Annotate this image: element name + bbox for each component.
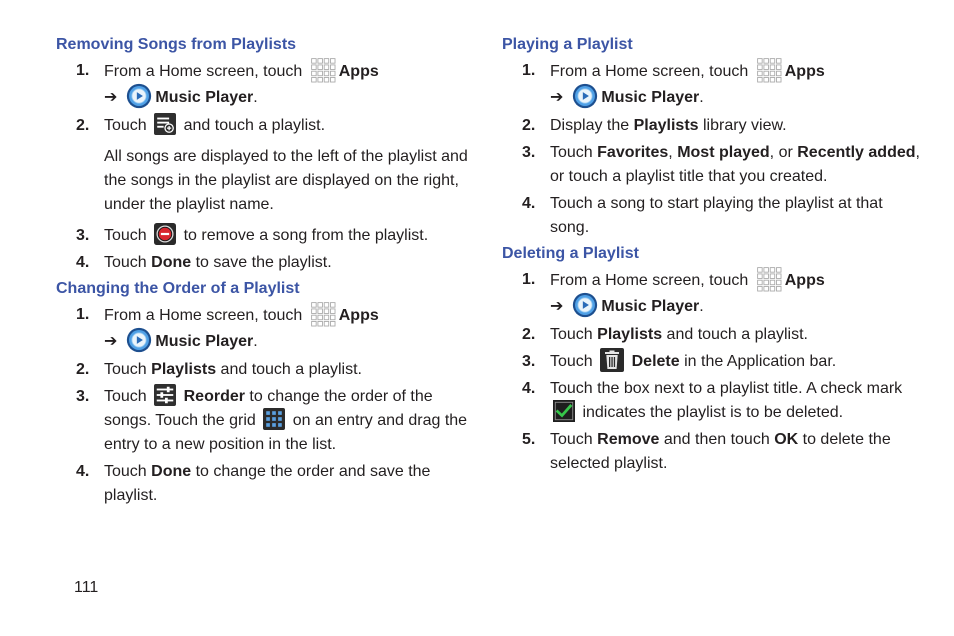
apps-label: Apps — [784, 63, 825, 81]
step-s3-4 — [502, 192, 922, 240]
music-player-icon — [572, 292, 598, 318]
step-text: Touch — [104, 227, 147, 244]
apps-label: Apps — [338, 307, 379, 325]
step-s3-3 — [502, 141, 922, 189]
step-number: 4. — [522, 380, 536, 398]
step-text: From a Home screen, touch — [104, 307, 303, 325]
step-text: to remove a song from the playlist. — [183, 227, 429, 244]
punct: . — [699, 89, 704, 107]
step-number: 3. — [522, 353, 536, 370]
section-title-deleting-playlist: Deleting a Playlist — [502, 245, 639, 262]
step-s2-4 — [56, 460, 476, 508]
step-number: 4. — [76, 463, 90, 480]
arrow-icon: ➔ — [550, 298, 564, 316]
music-player-label: Music Player — [155, 333, 254, 351]
step-s1-1 — [56, 59, 476, 111]
music-player-label: Music Player — [601, 298, 700, 316]
apps-grid-icon — [756, 57, 782, 83]
step-number: 2. — [76, 117, 90, 134]
step-number: 3. — [522, 144, 536, 161]
step-text: and then touch — [663, 431, 770, 449]
step-text: Touch — [104, 463, 147, 480]
trash-icon — [600, 348, 624, 372]
step-text: Display the — [550, 117, 630, 134]
step-s4-4 — [502, 377, 922, 425]
step-text: Touch — [104, 388, 147, 405]
step-number: 1. — [522, 62, 536, 79]
step-text: in the Application bar. — [684, 353, 837, 371]
punct: , — [668, 144, 673, 161]
arrow-icon: ➔ — [550, 89, 564, 107]
step-text: , or — [769, 144, 793, 161]
recently-added-label: Recently added — [797, 144, 916, 161]
step-s2-2 — [56, 358, 476, 382]
step-text: and touch a playlist. — [183, 117, 326, 134]
remove-label: Remove — [597, 431, 660, 449]
playlist-add-icon — [154, 113, 176, 135]
step-text: From a Home screen, touch — [550, 272, 749, 290]
step-text: Touch the box next to a playlist title. A check mark — [550, 380, 903, 398]
apps-grid-icon — [310, 301, 336, 327]
step-note: All songs are displayed to the left of the playlist and the songs in the playlist are displayed on the right, under the playlist name. — [104, 148, 468, 213]
step-text: to save the playlist. — [195, 254, 332, 271]
step-s2-1 — [56, 303, 476, 355]
reorder-label: Reorder — [183, 388, 245, 405]
punct: . — [253, 333, 258, 351]
step-text: Touch a song to start playing the playlist at that song. — [550, 195, 883, 236]
done-label: Done — [151, 463, 192, 480]
grid-handle-icon — [263, 408, 285, 430]
section-title-playing-playlist: Playing a Playlist — [502, 36, 633, 53]
step-s1-4 — [56, 251, 476, 275]
playlists-label: Playlists — [597, 326, 663, 343]
step-text: Touch — [104, 117, 147, 134]
apps-grid-icon — [310, 57, 336, 83]
punct: . — [253, 89, 258, 107]
page-number: 111 — [74, 579, 99, 596]
step-text: to delete the selected playlist. — [550, 431, 891, 473]
music-player-icon — [126, 83, 152, 109]
favorites-label: Favorites — [597, 144, 669, 161]
step-text: Touch — [104, 254, 147, 271]
music-player-icon — [572, 83, 598, 109]
step-s3-2 — [502, 114, 922, 138]
step-number: 3. — [76, 227, 90, 244]
step-text: and touch a playlist. — [666, 326, 808, 343]
step-s1-2 — [56, 114, 476, 217]
step-s4-3 — [502, 350, 922, 374]
step-number: 2. — [522, 117, 536, 134]
step-s4-1 — [502, 268, 922, 320]
step-text: From a Home screen, touch — [550, 63, 749, 81]
step-text: Touch — [550, 431, 593, 449]
step-number: 1. — [76, 62, 90, 79]
remove-icon — [154, 223, 176, 245]
step-text: Touch — [104, 361, 147, 378]
step-text: , or touch a playlist title that you created. — [550, 144, 920, 185]
step-number: 3. — [76, 388, 90, 405]
step-text: indicates the playlist is to be deleted. — [582, 404, 844, 422]
apps-grid-icon — [756, 266, 782, 292]
most-played-label: Most played — [677, 144, 770, 161]
apps-label: Apps — [784, 272, 825, 290]
step-number: 4. — [522, 195, 536, 212]
arrow-icon: ➔ — [104, 333, 118, 351]
step-text: Touch — [550, 353, 593, 371]
step-s4-2 — [502, 323, 922, 347]
step-number: 2. — [522, 326, 536, 343]
step-s1-3 — [56, 224, 476, 248]
ok-label: OK — [774, 431, 799, 449]
step-s3-1 — [502, 59, 922, 111]
step-text: to change the order and save the playlist. — [104, 463, 431, 504]
step-number: 5. — [522, 431, 536, 449]
playlists-label: Playlists — [151, 361, 217, 378]
section-title-changing-order: Changing the Order of a Playlist — [56, 280, 300, 297]
step-text: Touch — [550, 326, 593, 343]
step-s4-5 — [502, 428, 922, 476]
step-s2-3 — [56, 385, 476, 457]
section-title-removing-songs: Removing Songs from Playlists — [56, 36, 297, 53]
step-text: library view. — [703, 117, 787, 134]
music-player-label: Music Player — [601, 89, 700, 107]
apps-label: Apps — [338, 63, 379, 81]
step-number: 1. — [76, 306, 90, 323]
music-player-label: Music Player — [155, 89, 254, 107]
punct: . — [699, 298, 704, 316]
right-column — [502, 34, 922, 476]
step-text: and touch a playlist. — [220, 361, 362, 378]
arrow-icon: ➔ — [104, 89, 118, 107]
step-number: 2. — [76, 361, 90, 378]
reorder-icon — [154, 384, 176, 406]
step-number: 4. — [76, 254, 90, 271]
done-label: Done — [151, 254, 192, 271]
step-text: on an entry and drag the entry to a new position in the list. — [104, 412, 468, 453]
playlists-label: Playlists — [633, 117, 699, 134]
delete-label: Delete — [631, 353, 680, 371]
step-text: Touch — [550, 144, 593, 161]
music-player-icon — [126, 327, 152, 353]
step-text: to change the order of the songs. Touch the grid — [104, 388, 433, 429]
step-number: 1. — [522, 271, 536, 288]
step-text: From a Home screen, touch — [104, 63, 303, 81]
checkmark-icon — [553, 400, 575, 422]
left-column — [56, 34, 476, 508]
